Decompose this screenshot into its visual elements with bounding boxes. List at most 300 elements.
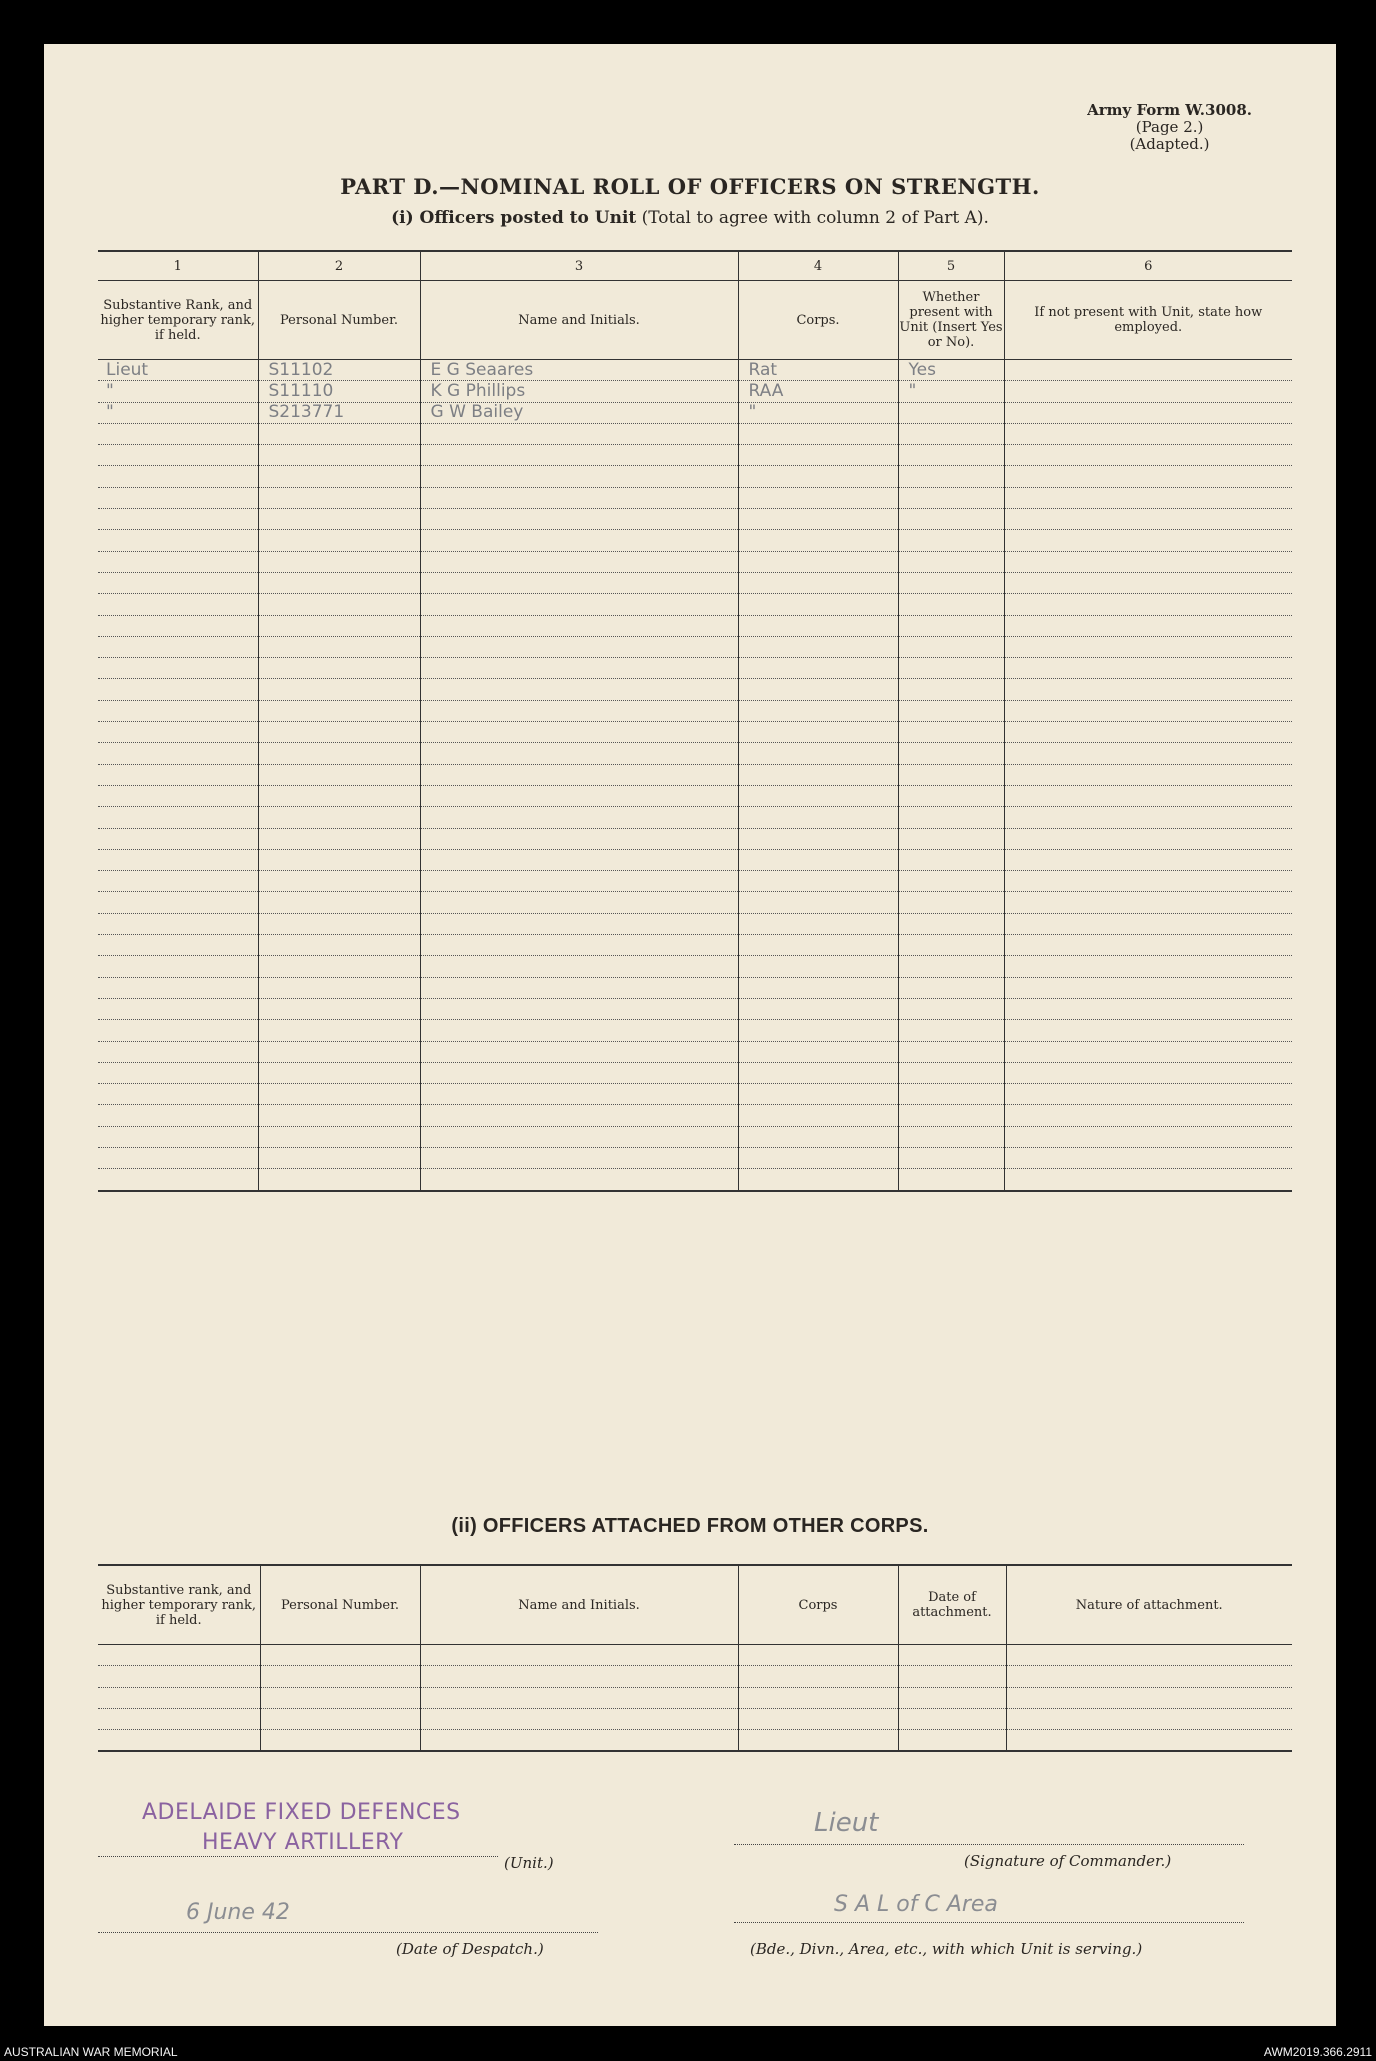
table-cell — [420, 1126, 738, 1147]
table-row — [98, 785, 1292, 806]
table-row — [98, 615, 1292, 636]
table-cell — [98, 977, 258, 998]
table-cell — [420, 998, 738, 1019]
table-cell — [258, 935, 420, 956]
table-cell — [1004, 871, 1292, 892]
table-cell — [1004, 785, 1292, 806]
table-cell — [898, 423, 1004, 444]
unit-caption: (Unit.) — [504, 1854, 554, 1872]
table-cell — [98, 828, 258, 849]
table-cell — [98, 1169, 258, 1191]
table-cell — [738, 956, 898, 977]
table-cell — [738, 487, 898, 508]
table-cell: " — [98, 381, 258, 402]
table-row — [98, 1020, 1292, 1041]
subtitle-bold: (i) Officers posted to Unit — [391, 208, 637, 228]
table-cell — [1006, 1645, 1292, 1666]
table-cell — [738, 1084, 898, 1105]
table-cell — [420, 423, 738, 444]
table-cell — [898, 1105, 1004, 1126]
table-cell — [98, 1084, 258, 1105]
table-cell — [258, 1105, 420, 1126]
table-cell — [738, 998, 898, 1019]
header-nature-of-attachment: Nature of attachment. — [1006, 1565, 1292, 1645]
table-cell — [898, 594, 1004, 615]
table-cell — [420, 828, 738, 849]
table-row — [98, 977, 1292, 998]
table-cell — [898, 466, 1004, 487]
table-row — [98, 381, 1292, 402]
col-number: 2 — [258, 251, 420, 281]
table-cell — [1004, 423, 1292, 444]
table-row — [98, 871, 1292, 892]
table-row — [98, 1084, 1292, 1105]
table-row — [98, 509, 1292, 530]
table-cell — [98, 1687, 260, 1708]
table-cell — [738, 1126, 898, 1147]
table-cell — [420, 466, 738, 487]
table-cell — [258, 977, 420, 998]
table-cell — [420, 509, 738, 530]
table-cell — [1006, 1730, 1292, 1752]
table-cell — [898, 913, 1004, 934]
table-cell — [738, 1666, 898, 1687]
table-cell — [98, 445, 258, 466]
table-row — [98, 1666, 1292, 1687]
table-cell — [258, 1126, 420, 1147]
col-number: 5 — [898, 251, 1004, 281]
table-cell — [258, 1147, 420, 1168]
table-cell — [898, 1062, 1004, 1083]
form-reference — [1087, 102, 1252, 153]
table-cell — [1004, 849, 1292, 870]
table-cell — [738, 423, 898, 444]
table-cell — [738, 636, 898, 657]
table-cell — [738, 615, 898, 636]
table-cell — [898, 935, 1004, 956]
table-cell: S213771 — [258, 402, 420, 423]
table-cell — [98, 679, 258, 700]
table-cell — [738, 1730, 898, 1752]
table-cell — [738, 1105, 898, 1126]
table-cell — [420, 764, 738, 785]
table-cell — [258, 445, 420, 466]
table-cell — [738, 1041, 898, 1062]
table-cell — [1004, 1147, 1292, 1168]
table-cell: " — [98, 402, 258, 423]
table-cell — [98, 615, 258, 636]
table-cell — [420, 1105, 738, 1126]
table-row — [98, 636, 1292, 657]
table-cell — [898, 764, 1004, 785]
table-cell — [1004, 487, 1292, 508]
table-cell — [1004, 658, 1292, 679]
table-row — [98, 956, 1292, 977]
table-cell — [420, 743, 738, 764]
table-cell — [98, 764, 258, 785]
table-cell — [258, 423, 420, 444]
table-cell — [738, 1062, 898, 1083]
table-cell — [898, 871, 1004, 892]
table-cell — [420, 871, 738, 892]
table-row — [98, 572, 1292, 593]
table-cell — [1004, 1020, 1292, 1041]
table-cell: Yes — [898, 360, 1004, 381]
table-cell — [98, 551, 258, 572]
table-cell — [258, 466, 420, 487]
table-row — [98, 1062, 1292, 1083]
table-cell — [1004, 935, 1292, 956]
table-cell — [258, 1041, 420, 1062]
table-cell — [1004, 615, 1292, 636]
table-cell: " — [898, 381, 1004, 402]
table-cell — [898, 1020, 1004, 1041]
table-cell — [420, 1730, 738, 1752]
table-cell — [898, 636, 1004, 657]
table-cell — [420, 530, 738, 551]
table-cell — [738, 509, 898, 530]
area-handwriting: S A L of C Area — [834, 1892, 998, 1917]
table-cell — [258, 722, 420, 743]
table-cell — [898, 892, 1004, 913]
table-cell — [420, 1169, 738, 1191]
officers-attached-table — [98, 1564, 1292, 1752]
table-cell — [738, 764, 898, 785]
table-cell — [258, 807, 420, 828]
unit-stamp-line2: HEAVY ARTILLERY — [202, 1830, 404, 1855]
table-cell — [898, 849, 1004, 870]
form-page — [44, 44, 1336, 2026]
table-cell — [420, 1645, 738, 1666]
table-cell — [258, 572, 420, 593]
page-title: PART D.—NOMINAL ROLL OF OFFICERS ON STRENGTH. — [340, 174, 1040, 199]
table-cell — [738, 658, 898, 679]
table-cell — [1004, 1105, 1292, 1126]
table-row — [98, 1169, 1292, 1191]
table-cell — [420, 445, 738, 466]
table-cell — [898, 530, 1004, 551]
table-cell — [1004, 509, 1292, 530]
table-cell — [898, 1730, 1006, 1752]
table-cell — [98, 722, 258, 743]
table-cell — [258, 871, 420, 892]
table-cell — [1004, 764, 1292, 785]
col-number: 3 — [420, 251, 738, 281]
table-row — [98, 935, 1292, 956]
table-cell — [98, 530, 258, 551]
table-cell — [98, 1126, 258, 1147]
table-cell — [420, 636, 738, 657]
table-cell — [1004, 1169, 1292, 1191]
table-cell — [738, 572, 898, 593]
table-cell — [98, 594, 258, 615]
table-cell — [738, 722, 898, 743]
table-cell — [98, 700, 258, 721]
table-cell — [258, 551, 420, 572]
table-cell — [420, 679, 738, 700]
table-row — [98, 892, 1292, 913]
date-caption: (Date of Despatch.) — [396, 1940, 544, 1958]
table-row — [98, 1147, 1292, 1168]
table-cell — [738, 445, 898, 466]
officers-posted-table — [98, 250, 1292, 1192]
table-cell — [898, 1687, 1006, 1708]
table-cell — [1004, 679, 1292, 700]
table-cell — [420, 1041, 738, 1062]
table-cell — [898, 1169, 1004, 1191]
signature-line — [734, 1844, 1244, 1845]
col-number: 4 — [738, 251, 898, 281]
table-cell — [258, 679, 420, 700]
table-cell — [420, 572, 738, 593]
table-cell — [420, 807, 738, 828]
table-cell — [98, 636, 258, 657]
table-row — [98, 743, 1292, 764]
table-cell — [738, 871, 898, 892]
header-name: Name and Initials. — [420, 1565, 738, 1645]
table-cell — [258, 828, 420, 849]
table-cell — [738, 913, 898, 934]
table-cell — [98, 871, 258, 892]
table-cell — [1004, 722, 1292, 743]
table-cell — [420, 892, 738, 913]
table-row — [98, 679, 1292, 700]
table-row — [98, 828, 1292, 849]
table-cell — [420, 785, 738, 806]
table-cell — [420, 722, 738, 743]
table-row — [98, 423, 1292, 444]
table-cell — [260, 1730, 420, 1752]
table-row — [98, 594, 1292, 615]
subtitle-rest: (Total to agree with column 2 of Part A). — [641, 208, 989, 228]
section-2-title: (ii) OFFICERS ATTACHED FROM OTHER CORPS. — [451, 1515, 929, 1537]
header-personal-number: Personal Number. — [258, 281, 420, 360]
table-cell — [1004, 956, 1292, 977]
table-cell — [898, 1708, 1006, 1729]
col-number: 6 — [1004, 251, 1292, 281]
table-cell — [898, 807, 1004, 828]
table-cell — [738, 530, 898, 551]
table-cell — [898, 658, 1004, 679]
table-cell — [898, 743, 1004, 764]
table-cell — [738, 466, 898, 487]
table-cell — [98, 1062, 258, 1083]
table-cell — [898, 1126, 1004, 1147]
table-cell — [898, 551, 1004, 572]
table-cell — [898, 956, 1004, 977]
table-cell — [738, 785, 898, 806]
table-cell — [1004, 594, 1292, 615]
table-cell: G W Bailey — [420, 402, 738, 423]
table-cell — [898, 1041, 1004, 1062]
table-cell — [98, 1041, 258, 1062]
adapted-note: (Adapted.) — [1129, 135, 1210, 153]
table-cell — [98, 423, 258, 444]
table-row — [98, 1708, 1292, 1729]
unit-stamp-line1: ADELAIDE FIXED DEFENCES — [142, 1800, 461, 1825]
area-caption: (Bde., Divn., Area, etc., with which Unit is serving.) — [750, 1940, 1143, 1958]
table-row — [98, 1126, 1292, 1147]
table-cell: Lieut — [98, 360, 258, 381]
table-cell — [420, 1687, 738, 1708]
table-cell — [258, 1084, 420, 1105]
form-number: Army Form W.3008. — [1087, 101, 1252, 119]
table-cell — [898, 785, 1004, 806]
table-cell — [258, 1020, 420, 1041]
table-cell — [98, 487, 258, 508]
table-row — [98, 487, 1292, 508]
table-cell — [898, 1666, 1006, 1687]
table-cell: Rat — [738, 360, 898, 381]
table-row — [98, 466, 1292, 487]
table-cell — [898, 1147, 1004, 1168]
table-cell — [1004, 828, 1292, 849]
table-cell — [1004, 402, 1292, 423]
header-present: Whether present with Unit (Insert Yes or No). — [898, 281, 1004, 360]
table-row — [98, 402, 1292, 423]
table-cell — [1004, 636, 1292, 657]
col-number: 1 — [98, 251, 258, 281]
table-cell — [738, 849, 898, 870]
table-cell — [1004, 445, 1292, 466]
table-row — [98, 1730, 1292, 1752]
table-cell — [98, 1708, 260, 1729]
table-cell — [1006, 1666, 1292, 1687]
table-row — [98, 1687, 1292, 1708]
table-cell — [98, 913, 258, 934]
table-cell — [420, 1666, 738, 1687]
table-cell — [898, 1084, 1004, 1105]
table-row — [98, 1105, 1292, 1126]
table-row — [98, 530, 1292, 551]
table-cell — [1004, 892, 1292, 913]
header-rank: Substantive Rank, and higher temporary rank, if held. — [98, 281, 258, 360]
unit-line — [98, 1856, 498, 1857]
despatch-date-handwriting: 6 June 42 — [186, 1900, 290, 1925]
archive-accession: AWM2019.366.2911 — [1263, 2045, 1372, 2059]
table-row — [98, 551, 1292, 572]
table-row — [98, 658, 1292, 679]
table-cell: K G Phillips — [420, 381, 738, 402]
table-cell — [420, 1708, 738, 1729]
table-cell — [98, 466, 258, 487]
table-cell — [738, 1020, 898, 1041]
table-cell — [738, 743, 898, 764]
table-cell — [1004, 1084, 1292, 1105]
table-cell — [98, 807, 258, 828]
table-row — [98, 360, 1292, 381]
table-cell — [98, 572, 258, 593]
table-cell — [98, 509, 258, 530]
table-cell — [420, 551, 738, 572]
table-cell — [898, 445, 1004, 466]
table-cell — [98, 956, 258, 977]
table-cell — [258, 1169, 420, 1191]
table-cell — [258, 913, 420, 934]
signature-caption: (Signature of Commander.) — [964, 1852, 1172, 1870]
table-cell — [258, 1062, 420, 1083]
table-cell — [738, 892, 898, 913]
header-date-of-attachment: Date of attachment. — [898, 1565, 1006, 1645]
header-corps: Corps. — [738, 281, 898, 360]
table-cell — [898, 487, 1004, 508]
table-cell — [738, 679, 898, 700]
table-cell — [98, 998, 258, 1019]
table-cell: E G Seaares — [420, 360, 738, 381]
table-cell — [258, 956, 420, 977]
header-rank: Substantive rank, and higher temporary rank, if held. — [98, 1565, 260, 1645]
table-cell — [898, 572, 1004, 593]
table-row — [98, 764, 1292, 785]
table-row — [98, 1645, 1292, 1666]
table-cell — [258, 700, 420, 721]
table-cell — [738, 594, 898, 615]
table-cell — [738, 1687, 898, 1708]
section-subtitle — [44, 208, 1336, 228]
table-cell — [258, 743, 420, 764]
table-cell — [1004, 381, 1292, 402]
table-cell — [738, 1708, 898, 1729]
table-cell — [1006, 1687, 1292, 1708]
archive-credit: AUSTRALIAN WAR MEMORIAL — [4, 2045, 178, 2059]
page-number: (Page 2.) — [1135, 118, 1204, 136]
table-cell — [98, 743, 258, 764]
table-cell: S11102 — [258, 360, 420, 381]
header-name: Name and Initials. — [420, 281, 738, 360]
table-row — [98, 445, 1292, 466]
table-cell — [258, 636, 420, 657]
table-cell — [738, 1169, 898, 1191]
table-cell — [1004, 807, 1292, 828]
table-cell — [738, 1147, 898, 1168]
table-cell — [738, 977, 898, 998]
table-row — [98, 807, 1292, 828]
table-cell — [420, 700, 738, 721]
table-cell — [420, 487, 738, 508]
table-cell — [258, 487, 420, 508]
table-cell — [1004, 913, 1292, 934]
table-cell — [420, 594, 738, 615]
table-cell — [898, 615, 1004, 636]
table-cell — [260, 1645, 420, 1666]
table-cell — [898, 977, 1004, 998]
table-cell — [258, 849, 420, 870]
table-cell — [420, 1062, 738, 1083]
table-cell: " — [738, 402, 898, 423]
table-cell — [738, 807, 898, 828]
table-cell — [420, 849, 738, 870]
table-row — [98, 913, 1292, 934]
table-cell — [258, 892, 420, 913]
table-cell — [258, 594, 420, 615]
table-cell — [898, 722, 1004, 743]
table-cell — [258, 785, 420, 806]
table-cell — [420, 913, 738, 934]
table-row — [98, 1041, 1292, 1062]
table-cell — [98, 1666, 260, 1687]
table-cell — [258, 764, 420, 785]
table-cell — [1004, 743, 1292, 764]
table-cell — [420, 977, 738, 998]
header-corps: Corps — [738, 1565, 898, 1645]
table-cell — [420, 1147, 738, 1168]
table-cell — [1004, 551, 1292, 572]
table-cell — [258, 658, 420, 679]
table-cell — [1004, 466, 1292, 487]
table-cell — [898, 1645, 1006, 1666]
signature-handwriting: Lieut — [814, 1808, 879, 1838]
table-cell — [98, 1105, 258, 1126]
